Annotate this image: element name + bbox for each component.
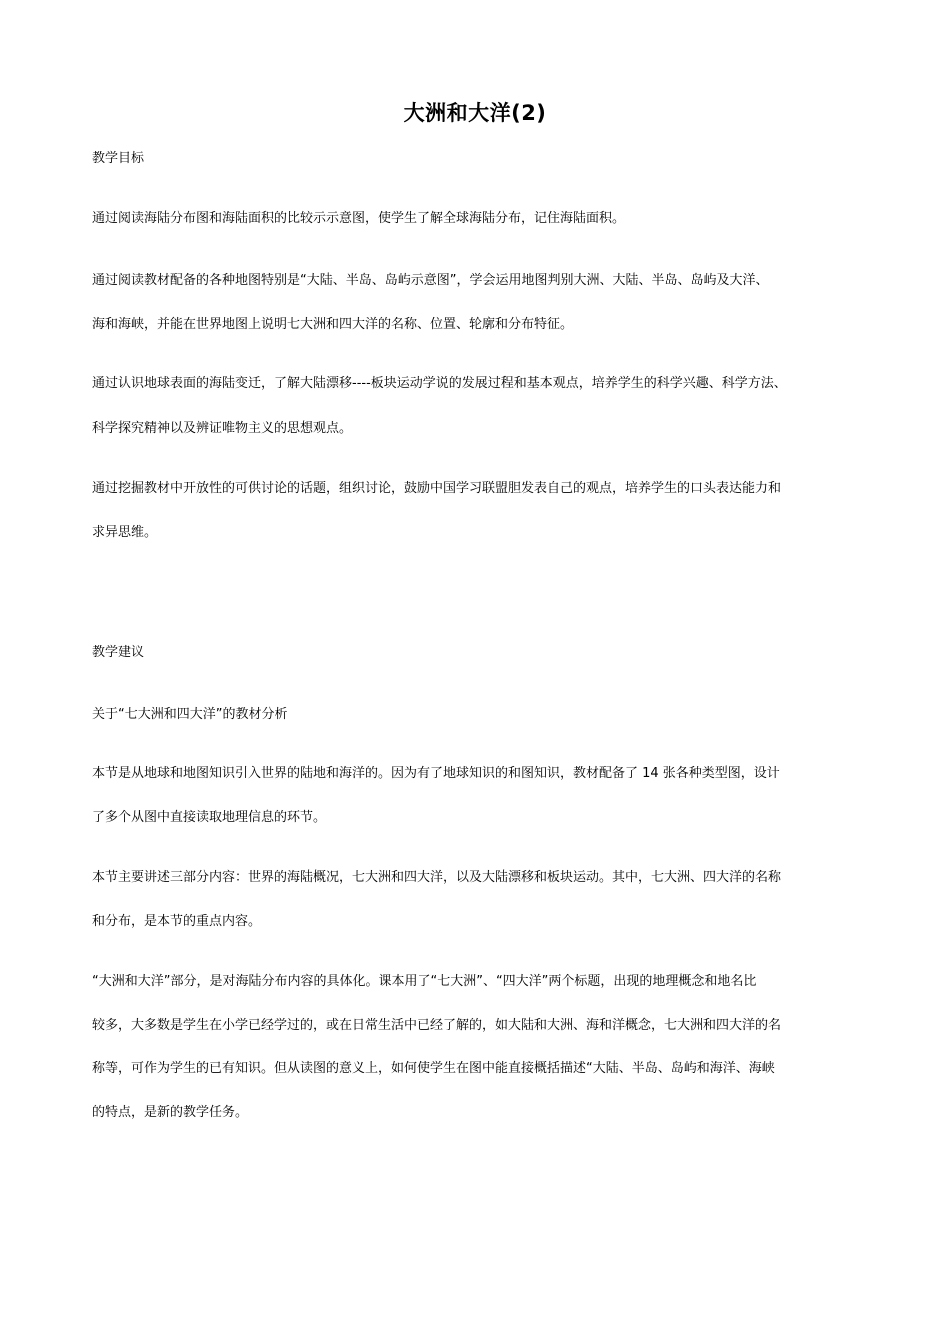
paragraph-line: 通过挖掘教材中开放性的可供讨论的话题，组织讨论，鼓励中国学习联盟胆发表自己的观点，培养学生的口头表达能力和 (92, 481, 782, 496)
section-heading-suggestions: 教学建议 (92, 645, 145, 660)
paragraph-line: 的特点，是新的教学任务。 (92, 1105, 249, 1120)
paragraph-line: “大洲和大洋”部分，是对海陆分布内容的具体化。课本用了“七大洲”、“四大洋”两个标题，出现的地理概念和地名比 (92, 974, 757, 989)
paragraph-line: 称等，可作为学生的已有知识。但从读图的意义上，如何使学生在图中能直接概括描述“大陆、半岛、岛屿和海洋、海峡 (92, 1061, 775, 1076)
paragraph-line: 较多，大多数是学生在小学已经学过的，或在日常生活中已经了解的，如大陆和大洲、海和洋概念，七大洲和四大洋的名 (92, 1018, 782, 1033)
paragraph-line: 了多个从图中直接读取地理信息的环节。 (92, 810, 327, 825)
section-heading-objectives: 教学目标 (92, 151, 145, 166)
paragraph-line: 求异思维。 (92, 525, 158, 540)
paragraph-line: 通过认识地球表面的海陆变迁，了解大陆漂移----板块运动学说的发展过程和基本观点，培养学生的科学兴趣、科学方法、 (92, 376, 787, 391)
paragraph-line: 科学探究精神以及辨证唯物主义的思想观点。 (92, 421, 353, 436)
page-title: 大洲和大洋(2) (403, 101, 547, 125)
paragraph-line: 海和海峡，并能在世界地图上说明七大洲和四大洋的名称、位置、轮廓和分布特征。 (92, 317, 574, 332)
subsection-heading: 关于“七大洲和四大洋”的教材分析 (92, 707, 288, 722)
paragraph-line: 通过阅读海陆分布图和海陆面积的比较示示意图，使学生了解全球海陆分布，记住海陆面积。 (92, 211, 626, 226)
paragraph-line: 本节主要讲述三部分内容：世界的海陆概况，七大洲和四大洋，以及大陆漂移和板块运动。其中，七大洲、四大洋的名称 (92, 870, 782, 885)
paragraph-line: 通过阅读教材配备的各种地图特别是“大陆、半岛、岛屿示意图”，学会运用地图判别大洲、大陆、半岛、岛屿及大洋、 (92, 273, 769, 288)
paragraph-line: 和分布，是本节的重点内容。 (92, 914, 262, 929)
paragraph-line: 本节是从地球和地图知识引入世界的陆地和海洋的。因为有了地球知识的和图知识，教材配备了 14 张各种类型图，设计 (92, 766, 780, 781)
